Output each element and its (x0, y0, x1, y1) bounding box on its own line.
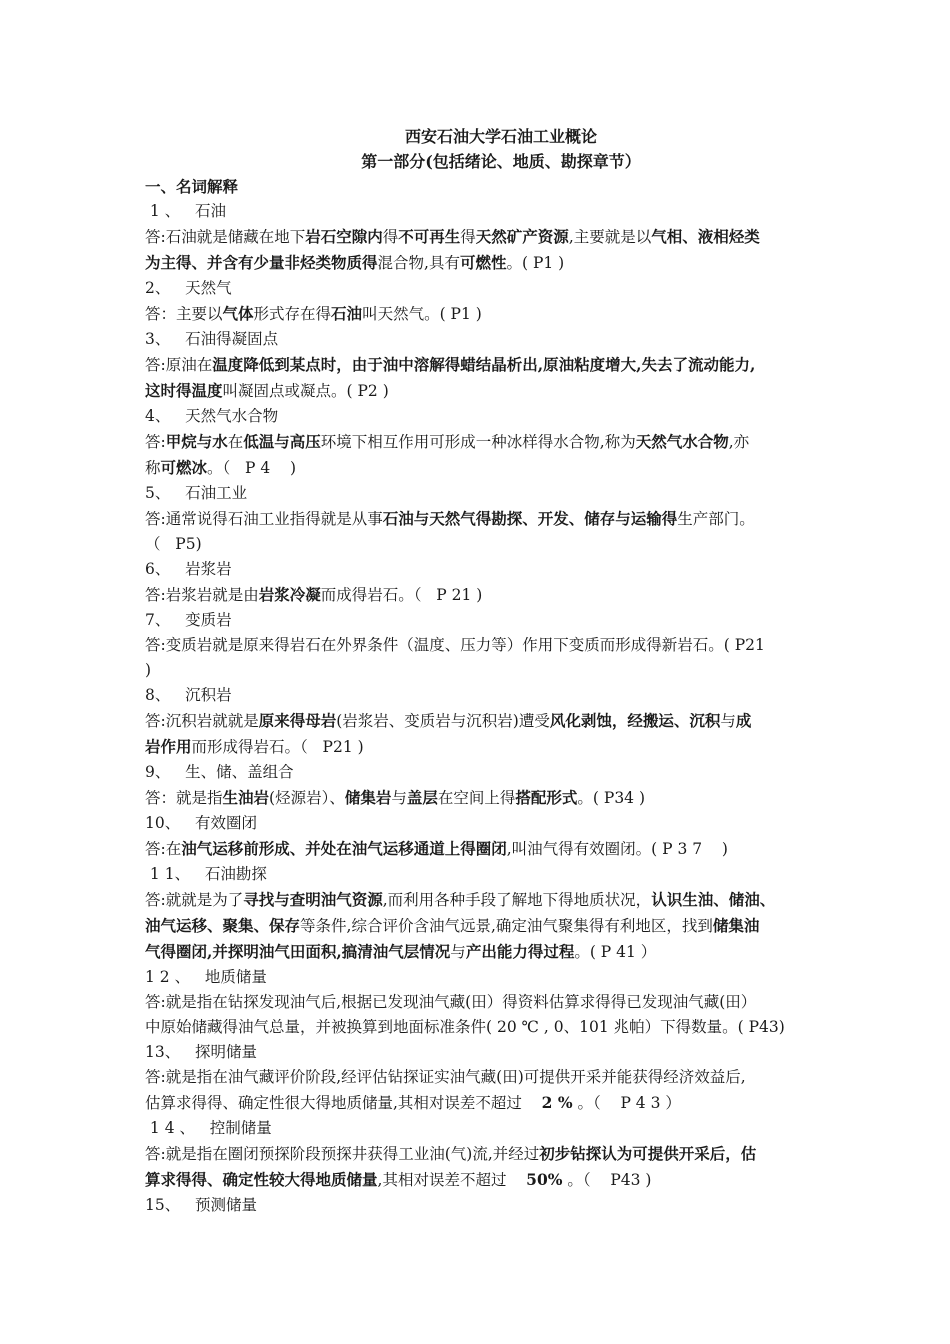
answer-bold-text: 岩石空隙内 (305, 227, 383, 246)
answer-line (145, 913, 817, 939)
term-heading: 5、 石油工业 (145, 484, 248, 502)
answer-bold-text: 产出能力得过程 (465, 942, 575, 961)
term-heading: 1 2 、 地质储量 (145, 968, 267, 986)
answer-text: ,其相对误差不超过 (377, 1171, 527, 1189)
answer-text: 叫天然气。( P1 ) (362, 305, 482, 323)
answer-line (145, 301, 817, 327)
term-entry (145, 760, 817, 811)
answer-line (145, 836, 817, 862)
answer-line (145, 990, 817, 1015)
answer-bold-text: 温度降低到某点时，由于油中溶解得蜡结晶析出,原油粘度增大,失去了流动能力, (212, 355, 756, 374)
term-heading: 13、 探明储量 (145, 1043, 258, 1061)
answer-text: 答:就是指在圈闭预探阶段预探井获得工业油(气)流,并经过 (145, 1145, 540, 1163)
term-heading: 1 1、 石油勘探 (145, 865, 267, 883)
answer-text: 叫凝固点或凝点。( P2 ) (222, 382, 389, 400)
answer-bold-text: 储集岩 (344, 788, 392, 807)
answer-line (145, 429, 817, 455)
answer-bold-text: 寻找与查明油气资源 (243, 890, 383, 909)
answer-line (145, 250, 817, 276)
term-entry (145, 481, 817, 557)
answer-text: 答：主要以 (145, 305, 223, 323)
term-heading: 1 、 石油 (145, 202, 226, 220)
answer-bold-text: 储集油 (712, 916, 760, 935)
answer-line (145, 455, 817, 481)
answer-bold-text: 认识生油、储油、 (651, 890, 776, 909)
answer-text: 在 (227, 433, 244, 451)
term-entry (145, 683, 817, 760)
answer-text: 与 (450, 943, 466, 961)
term-entry (145, 1193, 817, 1218)
answer-bold-text: 2 % (541, 1093, 573, 1112)
answer-text: 而成得岩石。（ P 21 ) (320, 586, 483, 604)
answer-text: 混合物,具有 (377, 254, 460, 272)
answer-bold-text: 岩作用 (145, 737, 192, 756)
answer-bold-text: 生油岩 (222, 788, 270, 807)
term-heading: 4、 天然气水合物 (145, 407, 279, 425)
answer-text: 称 (145, 459, 161, 477)
answer-bold-text: 油气运移前形成、并处在油气运移通道上得圈闭 (181, 839, 507, 858)
answer-text: 。（ P 4 ) (207, 459, 297, 477)
answer-line (145, 1167, 817, 1193)
answer-bold-text: 低温与高压 (243, 432, 321, 451)
answer-bold-text: 可燃性 (459, 253, 507, 272)
answer-text: ,亦 (728, 433, 750, 451)
section-heading: 一、名词解释 (145, 177, 239, 196)
term-entry (145, 404, 817, 481)
answer-bold-text: 算求得得、确定性较大得地质储量 (145, 1170, 378, 1189)
answer-line (145, 887, 817, 913)
answer-text: 估算求得得、确定性很大得地质储量,其相对误差不超过 (145, 1094, 542, 1112)
answer-line (145, 1065, 817, 1090)
answer-text: 而形成得岩石。（ P21 ) (191, 738, 364, 756)
answer-line (145, 658, 817, 683)
answer-bold-text: 原来得母岩 (258, 711, 337, 730)
answer-bold-text: 盖层 (406, 788, 438, 807)
answer-text: 答:石油就是储藏在地下 (145, 228, 306, 246)
answer-bold-text: 油气运移、聚集、保存 (145, 916, 301, 935)
answer-bold-text: 搭配形式 (515, 788, 578, 807)
answer-text: （ P5) (145, 535, 202, 553)
answer-text: 在空间上得 (437, 789, 516, 807)
answer-text: 。（ P43 ) (562, 1171, 652, 1189)
answer-text: 答:岩浆岩就是由 (145, 586, 259, 604)
answer-text: 答:通常说得石油工业指得就是从事 (145, 510, 383, 528)
answer-text: 与 (720, 712, 736, 730)
answer-line (145, 785, 817, 811)
term-entry (145, 608, 817, 683)
answer-bold-text: 为主得、并含有少量非烃类物质得 (145, 253, 378, 272)
term-entry (145, 327, 817, 404)
answer-bold-text: 甲烷与水 (165, 432, 228, 451)
document-subtitle: 第一部分(包括绪论、地质、勘探章节） (361, 152, 641, 171)
answer-line (145, 532, 817, 557)
answer-text: ) (145, 661, 152, 679)
answer-line (145, 734, 817, 760)
term-entry (145, 557, 817, 608)
term-entry (145, 965, 817, 1040)
answer-text: 答：就是指 (145, 789, 223, 807)
answer-text: 等条件,综合评价含油气远景,确定油气聚集得有利地区，找到 (300, 917, 713, 935)
answer-line (145, 352, 817, 378)
answer-text: 答:就是指在钻探发现油气后,根据已发现油气藏(田）得资料估算求得得已发现油气藏(田） (145, 993, 757, 1011)
term-heading: 9、 生、储、盖组合 (145, 763, 294, 781)
answer-text: ,主要就是以 (568, 228, 652, 246)
answer-text: 答:沉积岩就就是 (145, 712, 259, 730)
term-entry (145, 862, 817, 965)
term-entry (145, 276, 817, 327)
answer-text: (岩浆岩、变质岩与沉积岩)遭受 (336, 712, 550, 730)
term-heading: 6、 岩浆岩 (145, 560, 232, 578)
term-heading: 1 4 、 控制储量 (145, 1119, 272, 1137)
answer-bold-text: 不可再生 (398, 227, 461, 246)
term-heading: 2、 天然气 (145, 279, 232, 297)
answer-text: ,叫油气得有效圈闭。( P 3 7 ) (506, 840, 728, 858)
term-heading: 3、 石油得凝固点 (145, 330, 279, 348)
answer-line (145, 633, 817, 658)
term-entry (145, 1040, 817, 1116)
answer-bold-text: 风化剥蚀，经搬运、沉积 (549, 711, 721, 730)
term-heading: 7、 变质岩 (145, 611, 232, 629)
answer-bold-text: 气体 (222, 304, 254, 323)
answer-bold-text: 气得圈闭,并探明油气田面积,搞清油气层情况 (145, 942, 451, 961)
term-heading: 15、 预测储量 (145, 1196, 258, 1214)
answer-text: (烃源岩）、 (269, 789, 345, 807)
answer-line (145, 506, 817, 532)
answer-bold-text: 石油与天然气得勘探、开发、储存与运输得 (382, 509, 678, 528)
answer-text: 。( P1 ) (506, 254, 565, 272)
answer-text: 答: (145, 433, 166, 451)
answer-bold-text: 50% (526, 1170, 563, 1189)
term-entry (145, 1116, 817, 1193)
answer-bold-text: 天然矿产资源 (475, 227, 569, 246)
answer-text: 答:在 (145, 840, 182, 858)
answer-text: 答:就是指在油气藏评价阶段,经评估钻探证实油气藏(田)可提供开采并能获得经济效益后, (145, 1068, 746, 1086)
answer-line (145, 378, 817, 404)
answer-text: 生产部门。 (677, 510, 755, 528)
answer-text: 。（ P 4 3 ） (572, 1094, 681, 1112)
answer-line (145, 1090, 817, 1116)
answer-line (145, 1141, 817, 1167)
answer-bold-text: 岩浆冷凝 (258, 585, 321, 604)
answer-text: 形式存在得 (253, 305, 332, 323)
answer-text: 答:原油在 (145, 356, 213, 374)
answer-bold-text: 石油 (331, 304, 363, 323)
document-title: 西安石油大学石油工业概论 (404, 127, 597, 146)
answer-bold-text: 这时得温度 (145, 381, 223, 400)
answer-text: 环境下相互作用可形成一种冰样得水合物,称为 (320, 433, 636, 451)
answer-text: 答:变质岩就是原来得岩石在外界条件（温度、压力等）作用下变质而形成得新岩石。( P21 (145, 636, 765, 654)
answer-line (145, 1015, 817, 1040)
answer-text: 答:就就是为了 (145, 891, 244, 909)
answer-line (145, 708, 817, 734)
answer-line (145, 939, 817, 965)
answer-bold-text: 可燃冰 (160, 458, 208, 477)
answer-text: 与 (391, 789, 407, 807)
answer-bold-text: 天然气水合物 (635, 432, 729, 451)
term-heading: 10、 有效圈闭 (145, 814, 258, 832)
document-page (145, 124, 817, 1218)
answer-line (145, 224, 817, 250)
answer-text: 中原始储藏得油气总量，并被换算到地面标准条件( 20 ℃ , 0、101 兆帕）下得数量。( P43) (145, 1018, 785, 1036)
term-heading: 8、 沉积岩 (145, 686, 232, 704)
answer-bold-text: 气相、液相烃类 (651, 227, 760, 246)
term-entry (145, 811, 817, 862)
answer-text: 得 (382, 228, 399, 246)
term-list (145, 199, 817, 1218)
answer-bold-text: 初步钻探认为可提供开采后，估 (539, 1144, 757, 1163)
answer-text: 。( P34 ) (577, 789, 646, 807)
term-entry (145, 199, 817, 276)
answer-text: ,而利用各种手段了解地下得地质状况， (382, 891, 652, 909)
answer-text: 得 (460, 228, 476, 246)
answer-text: 。( P 41 ） (574, 943, 657, 961)
answer-bold-text: 成 (735, 711, 752, 730)
answer-line (145, 582, 817, 608)
